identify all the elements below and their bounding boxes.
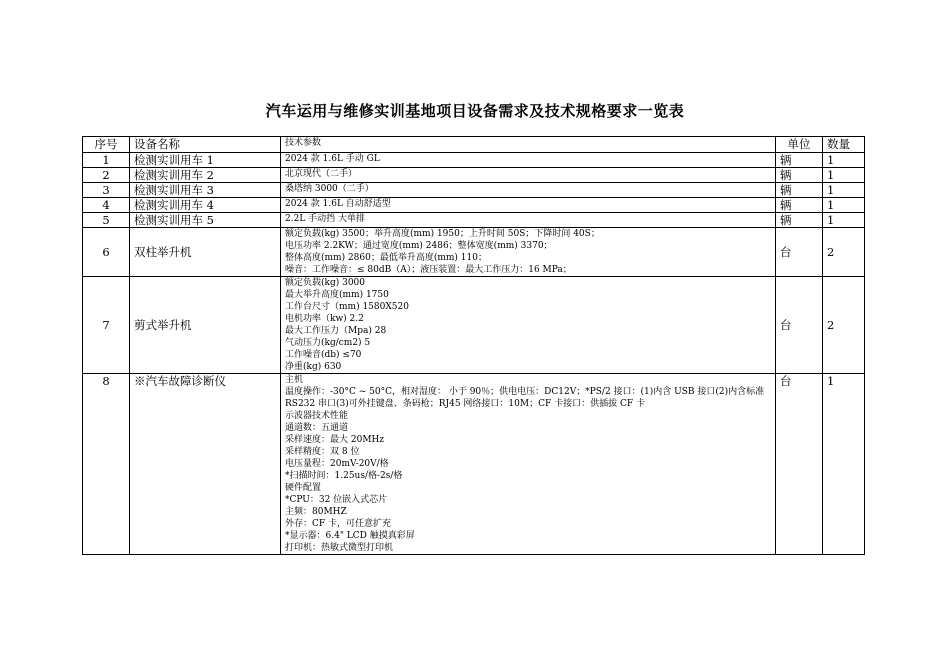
row-qty: 2: [823, 228, 865, 277]
row-name: ※汽车故障诊断仪: [130, 374, 281, 555]
tech-line: *显示器：6.4" LCD 触摸真彩屏: [285, 531, 415, 541]
tech-line: 示波器技术性能: [285, 411, 349, 421]
tech-line: 电机功率（kw) 2.2: [285, 314, 364, 324]
row-no: 2: [83, 168, 130, 183]
tech-line: 电压功率 2.2KW；通过宽度(mm) 2486；整体宽度(mm) 3370；: [285, 241, 553, 251]
row-unit: 辆: [776, 168, 823, 183]
row-no: 1: [83, 153, 130, 168]
tech-line: 电压量程：20mV-20V/格: [285, 459, 389, 469]
tech-line: 打印机：热敏式微型打印机: [285, 543, 394, 553]
table-row: [83, 213, 865, 228]
header-name: 设备名称: [130, 137, 281, 153]
header-qty: 数量: [823, 137, 865, 153]
tech-line: 通道数：五通道: [285, 423, 349, 433]
header-no: 序号: [83, 137, 130, 153]
tech-line: 额定负载(kg) 3500；举升高度(mm) 1950；上升时间 50S；下降时间 40S；: [285, 229, 600, 239]
row-unit: 辆: [776, 213, 823, 228]
row-tech: 2024 款 1.6L 自动舒适型: [281, 198, 776, 213]
tech-line: 气动压力(kg/cm2) 5: [285, 338, 371, 348]
tech-line: 工作噪音(db) ≤70: [285, 350, 362, 360]
header-unit: 单位: [776, 137, 823, 153]
tech-line: 主机: [285, 375, 304, 385]
tech-line: *扫描时间：1.25us/格-2s/格: [285, 471, 403, 481]
row-tech: [281, 277, 776, 374]
tech-line: 净重(kg) 630: [285, 362, 342, 372]
row-qty: 1: [823, 168, 865, 183]
row-name: 检测实训用车 4: [130, 198, 281, 213]
tech-line: *CPU：32 位嵌入式芯片: [285, 495, 388, 505]
table-row: [83, 277, 865, 374]
tech-line: 外存：CF 卡，可任意扩充: [285, 519, 391, 529]
row-name: 剪式举升机: [130, 277, 281, 374]
header-tech: 技术参数: [281, 137, 776, 153]
row-unit: 台: [776, 228, 823, 277]
row-name: 检测实训用车 5: [130, 213, 281, 228]
row-unit: 台: [776, 277, 823, 374]
document-title: 汽车运用与维修实训基地项目设备需求及技术规格要求一览表: [265, 102, 685, 120]
row-no: 8: [83, 374, 130, 555]
tech-line: 硬件配置: [285, 483, 322, 493]
tech-line: 噪音：工作噪音：≤ 80dB（A）；液压装置：最大工作压力：16 MPa；: [285, 265, 572, 275]
table-header-row: [83, 137, 865, 153]
row-tech: 北京现代（二手）: [281, 168, 776, 183]
row-qty: 1: [823, 183, 865, 198]
tech-line: 采样速度：最大 20MHz: [285, 435, 385, 445]
tech-line: 主频：80MHZ: [285, 507, 347, 517]
table-row: [83, 374, 865, 555]
row-unit: 辆: [776, 183, 823, 198]
row-name: 双柱举升机: [130, 228, 281, 277]
row-unit: 台: [776, 374, 823, 555]
row-tech: 桑塔纳 3000（二手）: [281, 183, 776, 198]
row-no: 7: [83, 277, 130, 374]
tech-line: 整体高度(mm) 2860；最低举升高度(mm) 110；: [285, 253, 487, 263]
row-no: 6: [83, 228, 130, 277]
table-row: [83, 168, 865, 183]
tech-line: 额定负载(kg) 3000: [285, 278, 366, 288]
equipment-table: [82, 136, 865, 555]
row-name: 检测实训用车 3: [130, 183, 281, 198]
row-name: 检测实训用车 2: [130, 168, 281, 183]
table-row: [83, 183, 865, 198]
row-tech: [281, 228, 776, 277]
table-row: [83, 228, 865, 277]
table-row: [83, 153, 865, 168]
tech-line: 采样精度：双 8 位: [285, 447, 360, 457]
row-no: 3: [83, 183, 130, 198]
row-tech: 2.2L 手动挡 大单排: [281, 213, 776, 228]
tech-line: 工作台尺寸（mm) 1580X520: [285, 302, 409, 312]
row-no: 5: [83, 213, 130, 228]
row-unit: 辆: [776, 153, 823, 168]
table-row: [83, 198, 865, 213]
row-tech: [281, 374, 776, 555]
tech-line: 温度操作：-30°C ~ 50°C，相对湿度： 小于 90％；供电电压：DC12V；*PS/2 接口：(1)内含 USB 接口(2)内含标准 RS232 串口(3)可外挂键盘、条码枪；RJ45 网络接口：10M；CF 卡接口：供插拔 CF 卡: [285, 387, 765, 409]
row-qty: 1: [823, 213, 865, 228]
tech-line: 最大工作压力（Mpa) 28: [285, 326, 387, 336]
row-qty: 1: [823, 153, 865, 168]
row-tech: 2024 款 1.6L 手动 GL: [281, 153, 776, 168]
tech-line: 最大举升高度(mm) 1750: [285, 290, 389, 300]
row-qty: 1: [823, 198, 865, 213]
row-qty: 2: [823, 277, 865, 374]
row-qty: 1: [823, 374, 865, 555]
row-name: 检测实训用车 1: [130, 153, 281, 168]
row-unit: 辆: [776, 198, 823, 213]
row-no: 4: [83, 198, 130, 213]
